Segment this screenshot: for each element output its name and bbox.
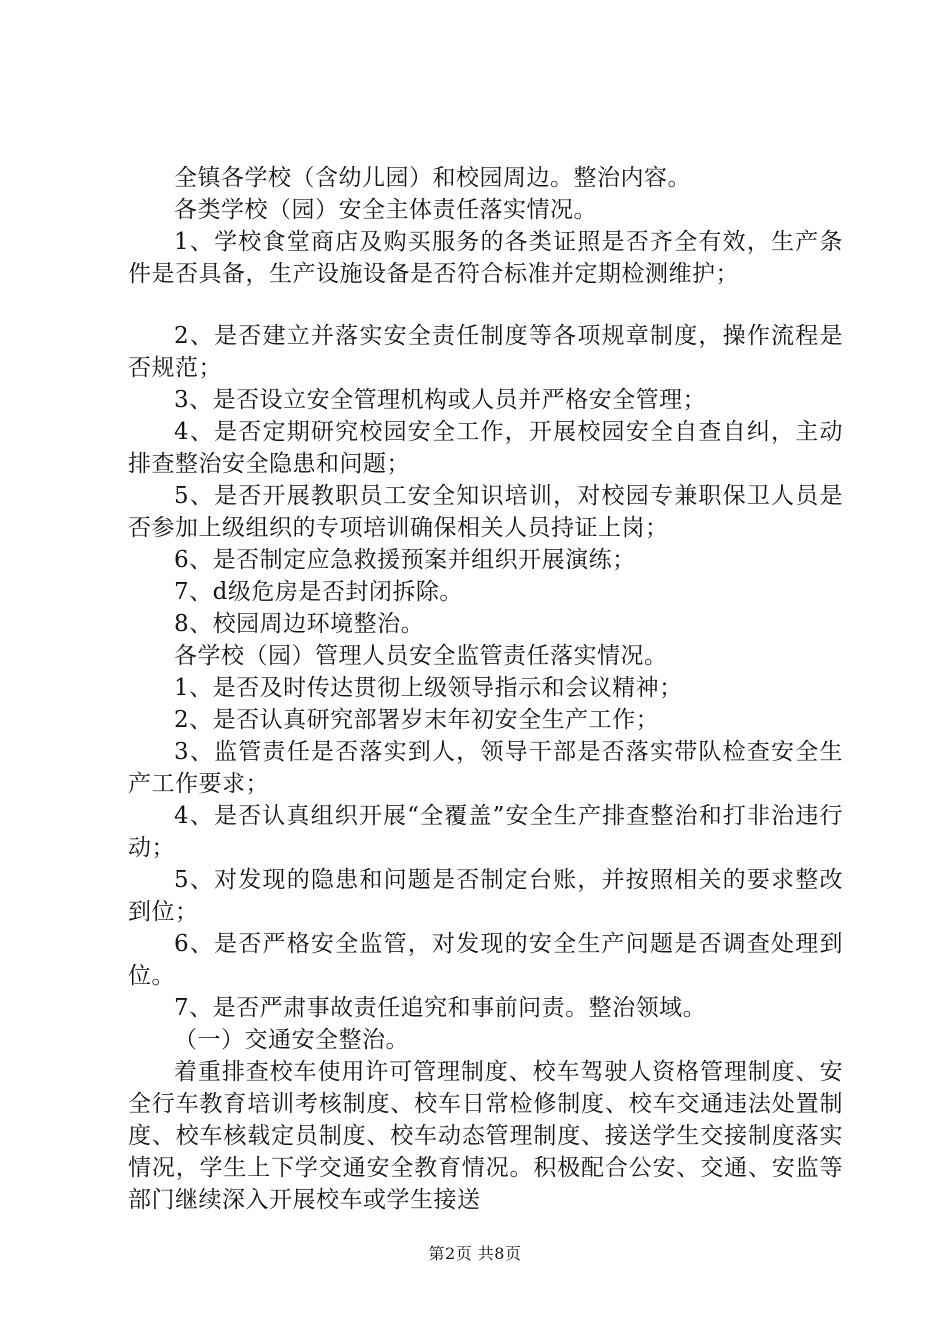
page-number-footer: 第2页 共8页 (428, 1244, 522, 1263)
paragraph: 2、是否建立并落实安全责任制度等各项规章制度，操作流程是否规范； (128, 323, 843, 381)
paragraph: 着重排查校车使用许可管理制度、校车驾驶人资格管理制度、安全行车教育培训考核制度、校车日常检修制度、校车交通违法处置制度、校车核载定员制度、校车动态管理制度、接送学生交接制度落实情况，学生上下学交通安全教育情况。积极配合公安、交通、安监等部门继续深入开展校车或学生接送 (128, 1059, 843, 1213)
paragraph: 5、对发现的隐患和问题是否制定台账，并按照相关的要求整改到位； (128, 867, 843, 925)
paragraph: 3、是否设立安全管理机构或人员并严格安全管理； (174, 387, 707, 413)
document-body (128, 162, 843, 1216)
paragraph: 7、d级危房是否封闭拆除。 (174, 579, 463, 605)
paragraph: （一）交通安全整治。 (174, 1027, 409, 1053)
paragraph: 8、校园周边环境整治。 (174, 611, 425, 637)
paragraph: 1、学校食堂商店及购买服务的各类证照是否齐全有效，生产条件是否具备，生产设施设备是否符合标准并定期检测维护； (128, 229, 843, 287)
paragraph: 6、是否制定应急救援预案并组织开展演练； (174, 547, 636, 573)
paragraph: 4、是否定期研究校园安全工作，开展校园安全自查自纠，主动排查整治安全隐患和问题； (128, 419, 843, 477)
paragraph: 各学校（园）管理人员安全监管责任落实情况。 (174, 643, 668, 669)
paragraph: 5、是否开展教职员工安全知识培训，对校园专兼职保卫人员是否参加上级组织的专项培训确保相关人员持证上岗； (128, 483, 843, 541)
paragraph: 4、是否认真组织开展“全覆盖”安全生产排查整治和打非治违行动； (128, 803, 843, 861)
paragraph: 6、是否严格安全监管，对发现的安全生产问题是否调查处理到位。 (128, 931, 843, 989)
paragraph: 7、是否严肃事故责任追究和事前问责。整治领域。 (174, 995, 707, 1021)
paragraph: 3、监管责任是否落实到人，领导干部是否落实带队检查安全生产工作要求； (128, 739, 843, 797)
paragraph: 各类学校（园）安全主体责任落实情况。 (174, 197, 597, 223)
paragraph: 2、是否认真研究部署岁末年初安全生产工作； (174, 707, 660, 733)
paragraph: 1、是否及时传达贯彻上级领导指示和会议精神； (174, 675, 683, 701)
paragraph: 全镇各学校（含幼儿园）和校园周边。整治内容。 (174, 165, 691, 191)
